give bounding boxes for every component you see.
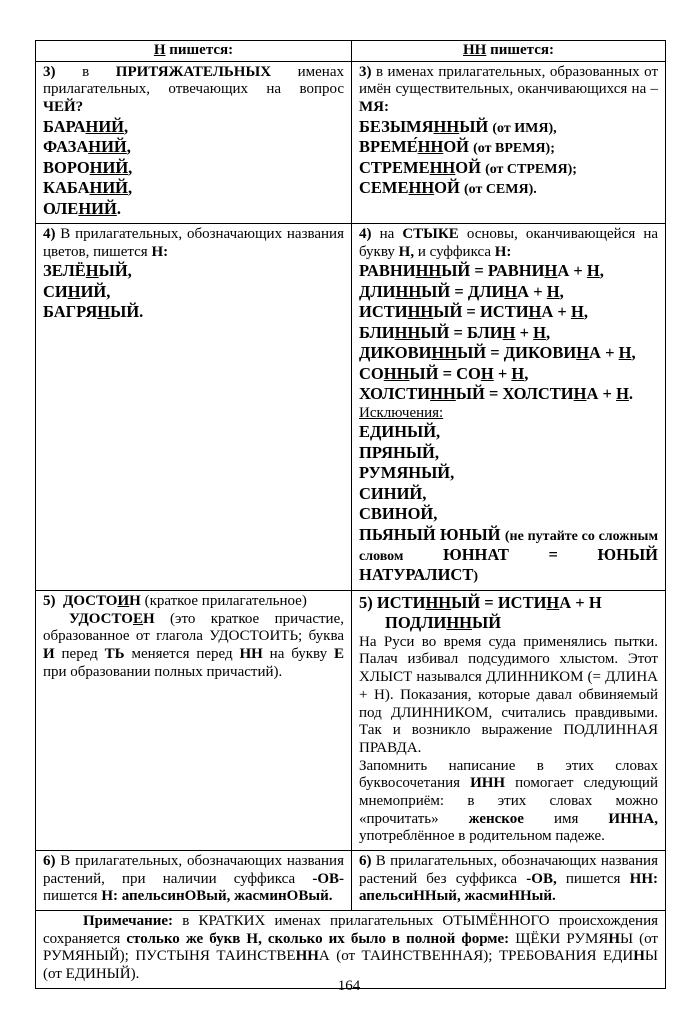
- cell-rule-5-n: 5) ДОСТОИН (краткое прилагательное) УДОСТОЕН (это краткое причастие, образованное от глагола УДОСТОИТЬ; буква И перед ТЬ меняется перед НН на букву Е при образовании полных причастий).: [36, 590, 352, 850]
- table-row-rule-4: [36, 224, 666, 591]
- table-note-row: [36, 911, 666, 989]
- header-cell-n: Н пишется:: [36, 41, 352, 62]
- cell-rule-4-nn: 4) на СТЫКЕ основы, оканчивающейся на букву Н, и суффикса Н: РАВНИННЫЙ = РАВНИНА + Н, ДЛИННЫЙ = ДЛИНА + Н, ИСТИННЫЙ = ИСТИНА + Н, БЛИННЫЙ = БЛИН + Н, ДИКОВИННЫЙ = ДИКОВИНА + Н, СОННЫЙ = СОН + Н, ХОЛСТИННЫЙ = ХОЛСТИНА + Н. Исключения: ЕДИНЫЙ, ПРЯНЫЙ, РУМЯНЫЙ, СИНИЙ, СВИНОЙ, ПЬЯНЫЙ ЮНЫЙ (не путайте со сложным словом ЮННАТ = ЮНЫЙ НАТУРАЛИСТ): [352, 224, 666, 591]
- cell-rule-6-n: 6) В прилагательных, обозначающих названия растений, при наличии суффикса -ОВ- пишется Н: апельсинОВый, жасминОВый.: [36, 851, 352, 911]
- table-row-rule-6: [36, 851, 666, 911]
- cell-rule-6-nn: 6) В прилагательных, обозначающих названия растений без суффикса -ОВ, пишется НН: апельсиННый, жасмиННый.: [352, 851, 666, 911]
- cell-rule-3-n: 3) в ПРИТЯЖАТЕЛЬНЫХ именах прилагательных, отвечающих на вопрос ЧЕЙ? БАРАНИЙ, ФАЗАНИЙ, ВОРОНИЙ, КАБАНИЙ, ОЛЕНИЙ.: [36, 61, 352, 223]
- note-cell: Примечание: в КРАТКИХ именах прилагательных ОТЫМЁННОГО происхождения сохраняется столько же букв Н, сколько их было в полной форме: ЩЁКИ РУМЯНЫ (от РУМЯНЫЙ); ПУСТЫНЯ ТАИНСТВЕННА (от ТАИНСТВЕННАЯ); ТРЕБОВАНИЯ ЕДИНЫ (от ЕДИНЫЙ).: [36, 911, 666, 989]
- table-header-row: [36, 41, 666, 62]
- table-row-rule-5: [36, 590, 666, 850]
- grammar-rules-table: [35, 40, 666, 989]
- cell-rule-3-nn: 3) в именах прилагательных, образованных от имён существительных, оканчивающихся на – МЯ: БЕЗЫМЯННЫЙ (от ИМЯ), ВРЕМЕ́ННОЙ (от ВРЕМЯ); СТРЕМЕННОЙ (от СТРЕМЯ); СЕМЕННОЙ (от СЕМЯ).: [352, 61, 666, 223]
- header-cell-nn: НН пишется:: [352, 41, 666, 62]
- page-number: 164: [337, 978, 361, 994]
- cell-rule-4-n: 4) В прилагательных, обозначающих названия цветов, пишется Н: ЗЕЛЁНЫЙ, СИНИЙ, БАГРЯНЫЙ.: [36, 224, 352, 591]
- cell-rule-5-nn: 5) ИСТИННЫЙ = ИСТИНА + Н ПОДЛИННЫЙ На Руси во время суда применялись пытки. Палач избивал подсудимого хлыстом. Этот ХЛЫСТ назывался ДЛИННИКОМ (= ДЛИНА + Н). Показания, которые давал обвиняемый под ДЛИННИКОМ, считались правдивыми. Так и возникло выражение ПОДЛИННАЯ ПРАВДА. Запомнить написание в этих словах буквосочетания ИНН помогает следующий мнемоприём: в этих словах можно «прочитать» женское имя ИННА, употреблённое в родительном падеже.: [352, 590, 666, 850]
- table-row-rule-3: [36, 61, 666, 223]
